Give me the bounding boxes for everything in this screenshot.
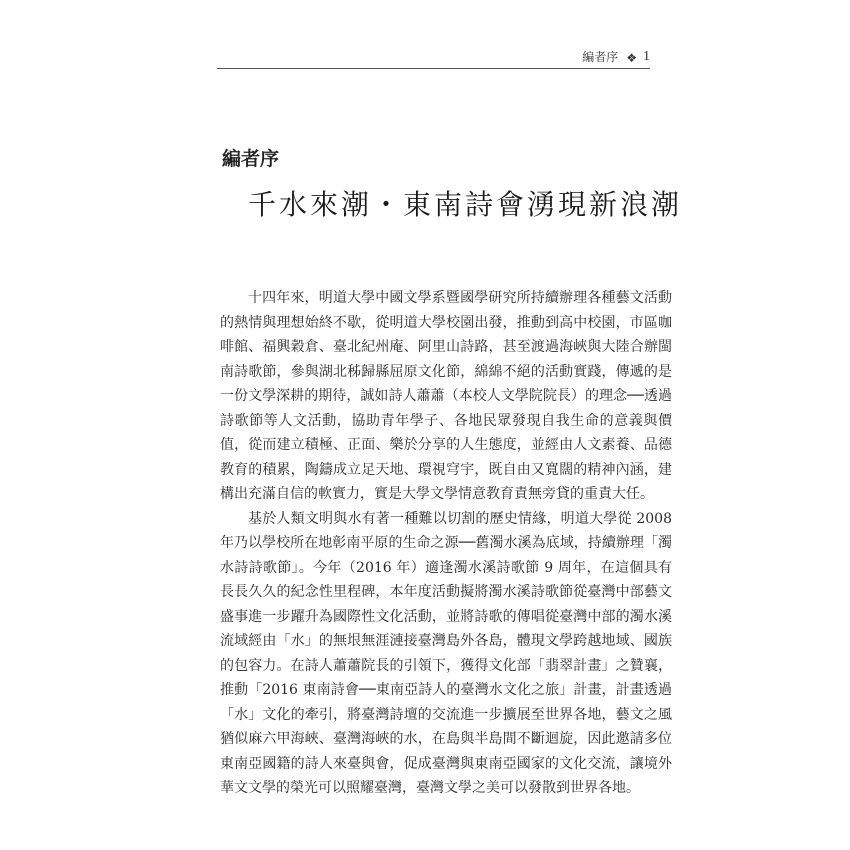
ornament-icon: ❖ <box>626 51 637 65</box>
page-title: 千水來潮・東南詩會湧現新浪潮 <box>248 188 683 221</box>
page-number: 1 <box>643 49 650 64</box>
running-header-title: 編者序 <box>582 50 619 64</box>
paragraph: 十四年來，明道大學中國文學系暨國學研究所持續辦理各種藝文活動的熱情與理想始終不歇，從明道大學校園出發，推動到高中校園，市區咖啡館、福興穀倉、臺北紀州庵、阿里山詩路，甚至渡過海峽與大陸合辦閩南詩歌節，參與湖北秭歸縣屈原文化節，綿綿不絕的活動實踐，傳遞的是一份文學深耕的期待，誠如詩人蕭蕭（本校人文學院院長）的理念──透過詩歌節等人文活動，協助青年學子、各地民眾發現自我生命的意義與價值，從而建立積極、正面、樂於分享的人生態度，並經由人文素養、品德教育的積累，陶鑄成立足天地、環視穹宇，既自由又寬闊的精神內涵，建構出充滿自信的軟實力，實是大學文學情意教育責無旁貸的重責大任。 <box>220 290 672 502</box>
running-header <box>217 47 650 69</box>
paragraph: 基於人類文明與水有著一種難以切割的歷史情緣，明道大學從 2008 年乃以學校所在地彰南平原的生命之源──舊濁水溪為底域，持續辦理「濁水詩詩歌節」。今年（2016 年）適逢濁水溪詩歌節 9 周年，在這個具有長長久久的紀念性里程碑，本年度活動擬將濁水溪詩歌節從臺灣中部藝文盛事進一步躍升為國際性文化活動，並將詩歌的傳唱從臺灣中部的濁水溪流域經由「水」的無垠無涯漣接臺灣島外各島，體現文學跨越地域、國族的包容力。在詩人蕭蕭院長的引領下，獲得文化部「翡翠計畫」之贊襄，推動「2016 東南詩會──東南亞詩人的臺灣水文化之旅」計畫，計畫透過「水」文化的牽引，將臺灣詩壇的交流進一步擴展至世界各地，藝文之風猶似麻六甲海峽、臺灣海峽的水，在島與半島間不斷迴旋，因此邀請多位東南亞國籍的詩人來臺與會，促成臺灣與東南亞國家的文化交流，讓境外華文文學的榮光可以照耀臺灣，臺灣文學之美可以發散到世界各地。 <box>220 510 672 796</box>
body-text <box>220 286 672 801</box>
section-label: 編者序 <box>222 148 280 170</box>
